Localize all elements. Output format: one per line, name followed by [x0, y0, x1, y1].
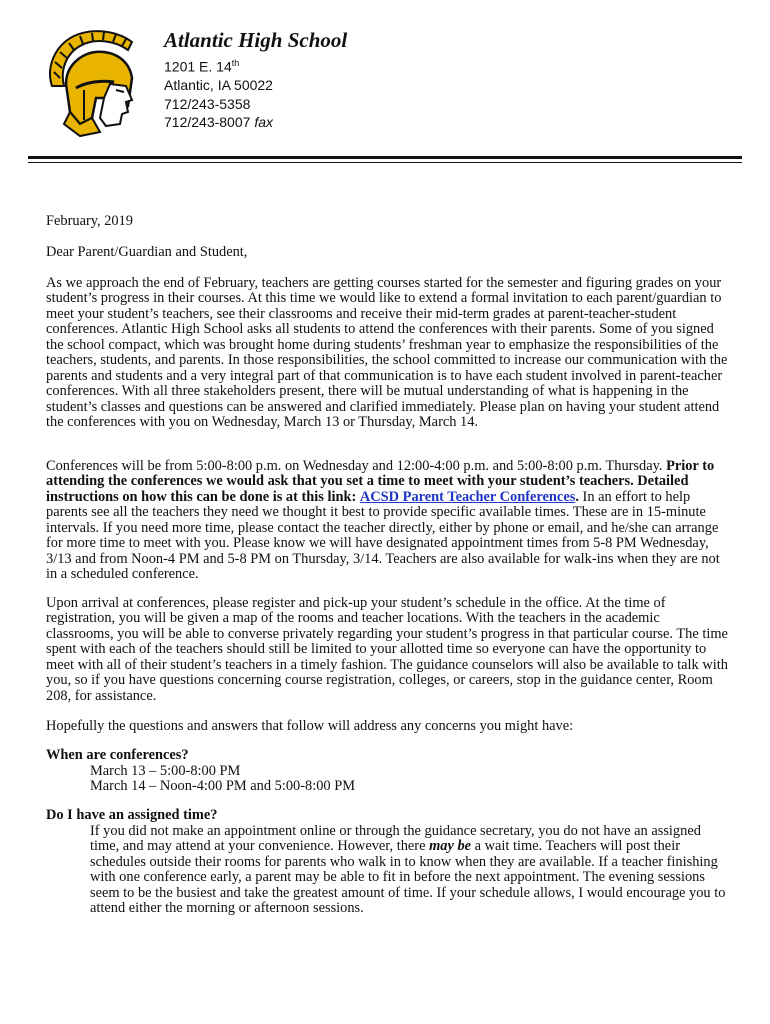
paragraph-intro: As we approach the end of February, teachers are getting courses started for the semester and figuring grades on your student’s progress in their courses. At this time we would like to extend a formal invitation to each parent/guardian to meet your student’s teachers, see their classrooms and receive their mid-term grades at parent-teacher-student conferences. Atlantic High School asks all students to attend the conferences with their parents. Some of you signed the school compact, which was brought home during students’ freshman year to emphasize the responsibilities of the teachers, students, and parents. In those responsibilities, the school committed to increase our communication with the parents and students and a very integral part of that communication is to have each student involved in parent-teacher conferences. With all three stakeholders present, there will be mutual understanding of what is happening in the student’s classes and questions can be answered and clarified immediately. Please plan on having your student attend the conferences with you on Wednesday, March 13 or Thursday, March 14.	[46, 275, 728, 431]
school-address	[164, 54, 273, 132]
faq-answer-when-1: March 13 – 5:00-8:00 PM	[90, 763, 241, 779]
school-name: Atlantic High School	[164, 28, 348, 52]
letter-salutation: Dear Parent/Guardian and Student,	[46, 244, 248, 260]
faq-answer-when-2: March 14 – Noon-4:00 PM and 5:00-8:00 PM	[90, 778, 356, 794]
phone-number: 712/243-5358	[164, 95, 251, 112]
paragraph-arrival: Upon arrival at conferences, please register and pick-up your student’s schedule in the office. At the time of registration, you will be given a map of the rooms and teacher locations. With the teachers in the academic classrooms, you will be able to converse privately regarding your student’s progress in that particular course. The time spent with each of the teachers should still be limited to your allotted time so everyone can have the opportunity to meet with all of their student’s teachers in a timely fashion. The guidance counselors will also be available to talk with you, so if you have questions concerning course registration, colleges, or careers, stop in the guidance center, Room 208, for assistance.	[46, 595, 728, 704]
faq-question-assigned-time: Do I have an assigned time?	[46, 807, 218, 823]
trojan-helmet-icon	[40, 28, 142, 140]
faq-question-when: When are conferences?	[46, 747, 189, 763]
conference-signup-link[interactable]: ACSD Parent Teacher Conferences	[359, 488, 576, 505]
header-divider-thin	[28, 162, 742, 163]
faq-answer-assigned-time: If you did not make an appointment online or through the guidance secretary, you do not have an assigned time, and may attend at your convenience. However, there may be a wait time. Teachers will post their schedules outside their rooms for parents who walk in to know when they are available. If a teacher finishing with one conference early, a parent may be able to fit in before the next appointment. The evening sessions seem to be the busiest and take the greatest amount of time. If your schedule allows, I would encourage you to attend either the morning or afternoon sessions.	[90, 823, 726, 917]
paragraph-conference-times: Conferences will be from 5:00-8:00 p.m. on Wednesday and 12:00-4:00 p.m. and 5:00-8:00 p.m. Thursday. Prior to attending the conferences we would ask that you set a time to meet with your student’s teachers. Detailed instructions on how this can be done is at this link: ACSD Parent Teacher Conferences. In an effort to help parents see all the teachers they need we thought it best to provide specific available times. These are in 15-minute intervals. If you need more time, please contact the teacher directly, either by phone or email, and he/she can arrange for more time to meet with you. Please know we will have designated appointment times from 5-8 PM Wednesday, 3/13 and from Noon-4 PM and 5-8 PM on Thursday, 3/14. Teachers are also available for walk-ins when they are not in a scheduled conference.	[46, 458, 720, 583]
letter-date: February, 2019	[46, 213, 133, 229]
address-city: Atlantic, IA 50022	[164, 77, 273, 94]
paragraph-faq-intro: Hopefully the questions and answers that follow will address any concerns you might have:	[46, 718, 574, 734]
fax-number: 712/243-8007 fax	[164, 114, 273, 131]
header-divider	[28, 156, 742, 159]
address-street: 1201 E. 14th	[164, 58, 240, 75]
